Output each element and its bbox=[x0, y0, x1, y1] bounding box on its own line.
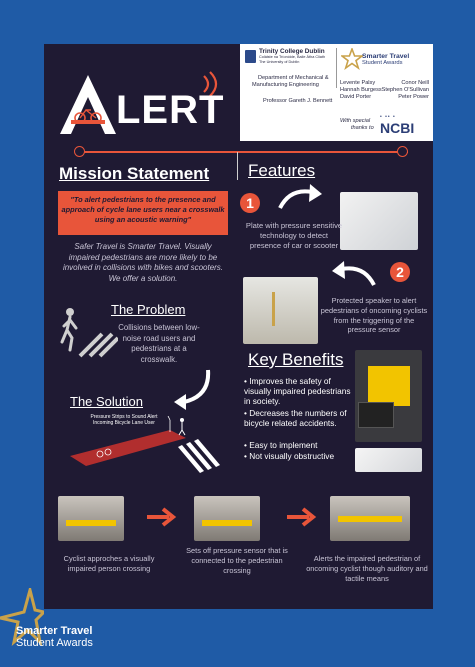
braille-dots-icon: • •• • bbox=[380, 114, 396, 120]
footer-award-name: Smarter Travel bbox=[16, 625, 93, 637]
step-photo-stripe bbox=[66, 520, 116, 526]
feature-number-badge: 2 bbox=[390, 262, 410, 282]
step-photo bbox=[58, 496, 124, 541]
award-star-icon bbox=[341, 48, 363, 70]
solution-diagram bbox=[70, 416, 240, 476]
benefit-item: • Improves the safety of visually impaired pedestrians in society. bbox=[244, 376, 351, 406]
header-box bbox=[240, 44, 433, 141]
ncbi-logo: NCBI bbox=[380, 120, 415, 136]
feature-number-badge: 1 bbox=[240, 193, 260, 213]
thanks-line1: With special bbox=[340, 118, 371, 124]
team-member: Levente Palsy bbox=[340, 80, 376, 86]
benefit-text: Easy to implement bbox=[249, 440, 318, 450]
logo-word: LERT bbox=[116, 88, 225, 132]
pressure-plate-photo bbox=[340, 192, 418, 250]
university-irish: Coláiste na Tríonóide, Baile Átha Cliath bbox=[259, 55, 326, 59]
speaker-rod bbox=[272, 292, 275, 326]
thanks-line2: thanks to bbox=[351, 125, 374, 131]
mission-title: Mission Statement bbox=[59, 164, 210, 183]
step-photo-stripe bbox=[202, 520, 252, 526]
award-sub: Student Awards bbox=[362, 60, 403, 66]
benefit-text: Improves the safety of visually impaired pedestrians in society. bbox=[244, 376, 351, 406]
rule-node bbox=[74, 146, 85, 157]
pedestrian-crossing-icon bbox=[58, 306, 118, 358]
step-photo-stripe bbox=[338, 516, 402, 522]
department-line2: Manufacturing Engineering bbox=[252, 82, 319, 88]
benefits-title: Key Benefits bbox=[248, 350, 344, 369]
university-name: Trinity College Dublin bbox=[259, 48, 325, 55]
benefit-item: • Decreases the numbers of bicycle related accidents. bbox=[244, 408, 347, 428]
feature1-text: Plate with pressure sensitive technology to detect presence of car or scooter bbox=[245, 221, 343, 250]
team-member: Peter Power bbox=[398, 94, 429, 100]
team-member: Hannah Burgess bbox=[340, 87, 382, 93]
benefit-text: Not visually obstructive bbox=[249, 451, 335, 461]
step-arrow-icon bbox=[145, 507, 177, 527]
benefit-item: • Easy to implement bbox=[244, 440, 318, 450]
problem-body: Collisions between low-noise road users and pedestrians at a crosswalk. bbox=[118, 323, 200, 364]
header-rule bbox=[78, 151, 408, 153]
speaker-photo bbox=[243, 277, 318, 344]
solution-title: The Solution bbox=[70, 394, 143, 409]
footer-award-sub: Student Awards bbox=[16, 637, 93, 649]
prototype-yellow-box bbox=[368, 366, 410, 406]
solution-diagram-label: Pressure Strips to Sound Alert Incoming Bicycle Lane User bbox=[90, 414, 158, 426]
step-caption: Cyclist approches a visually impaired person crossing bbox=[63, 554, 155, 573]
professor-name: Professor Gareth J. Bennett bbox=[263, 98, 333, 104]
mission-quote: "To alert pedestrians to the presence and approach of cycle lane users near a crosswalk using an acoustic warning" bbox=[61, 195, 225, 224]
poster bbox=[44, 44, 433, 609]
rule-node bbox=[397, 146, 408, 157]
mission-body: Safer Travel is Smarter Travel. Visually impaired pedestrians are more likely to be involved in collisions with bikes and scooters. We offer a solution. bbox=[62, 242, 224, 283]
step-photo bbox=[194, 496, 260, 541]
plate-photo bbox=[355, 448, 422, 472]
feature2-text: Protected speaker to alert pedestrians of oncoming cyclists from the triggering of the pressure sensor bbox=[320, 296, 428, 335]
column-divider bbox=[237, 152, 238, 180]
problem-title: The Problem bbox=[111, 302, 186, 317]
benefit-item: • Not visually obstructive bbox=[244, 451, 335, 461]
team-member: Stephen O'Sullivan bbox=[381, 87, 429, 93]
prototype-base bbox=[358, 402, 394, 428]
benefit-text: Decreases the numbers of bicycle related accidents. bbox=[244, 408, 347, 428]
step-arrow-icon bbox=[285, 507, 317, 527]
tcd-crest-icon bbox=[245, 50, 256, 63]
award-name: Smarter Travel bbox=[362, 53, 410, 60]
team-member: Conor Neill bbox=[401, 80, 429, 86]
features-title: Features bbox=[248, 161, 316, 180]
header-divider bbox=[336, 48, 337, 88]
department-line1: Department of Mechanical & bbox=[258, 75, 329, 81]
step-caption: Sets off pressure sensor that is connected to the pedestrian crossing bbox=[186, 546, 288, 575]
curved-arrow-left-icon bbox=[328, 259, 378, 289]
step-caption: Alerts the impaired pedestrian of oncoming cyclist though auditory and tactile means bbox=[306, 554, 428, 583]
curved-arrow-right-icon bbox=[276, 182, 326, 212]
university-sub: The University of Dublin bbox=[259, 60, 300, 64]
curved-arrow-icon bbox=[168, 366, 214, 412]
team-member: David Porter bbox=[340, 94, 372, 100]
